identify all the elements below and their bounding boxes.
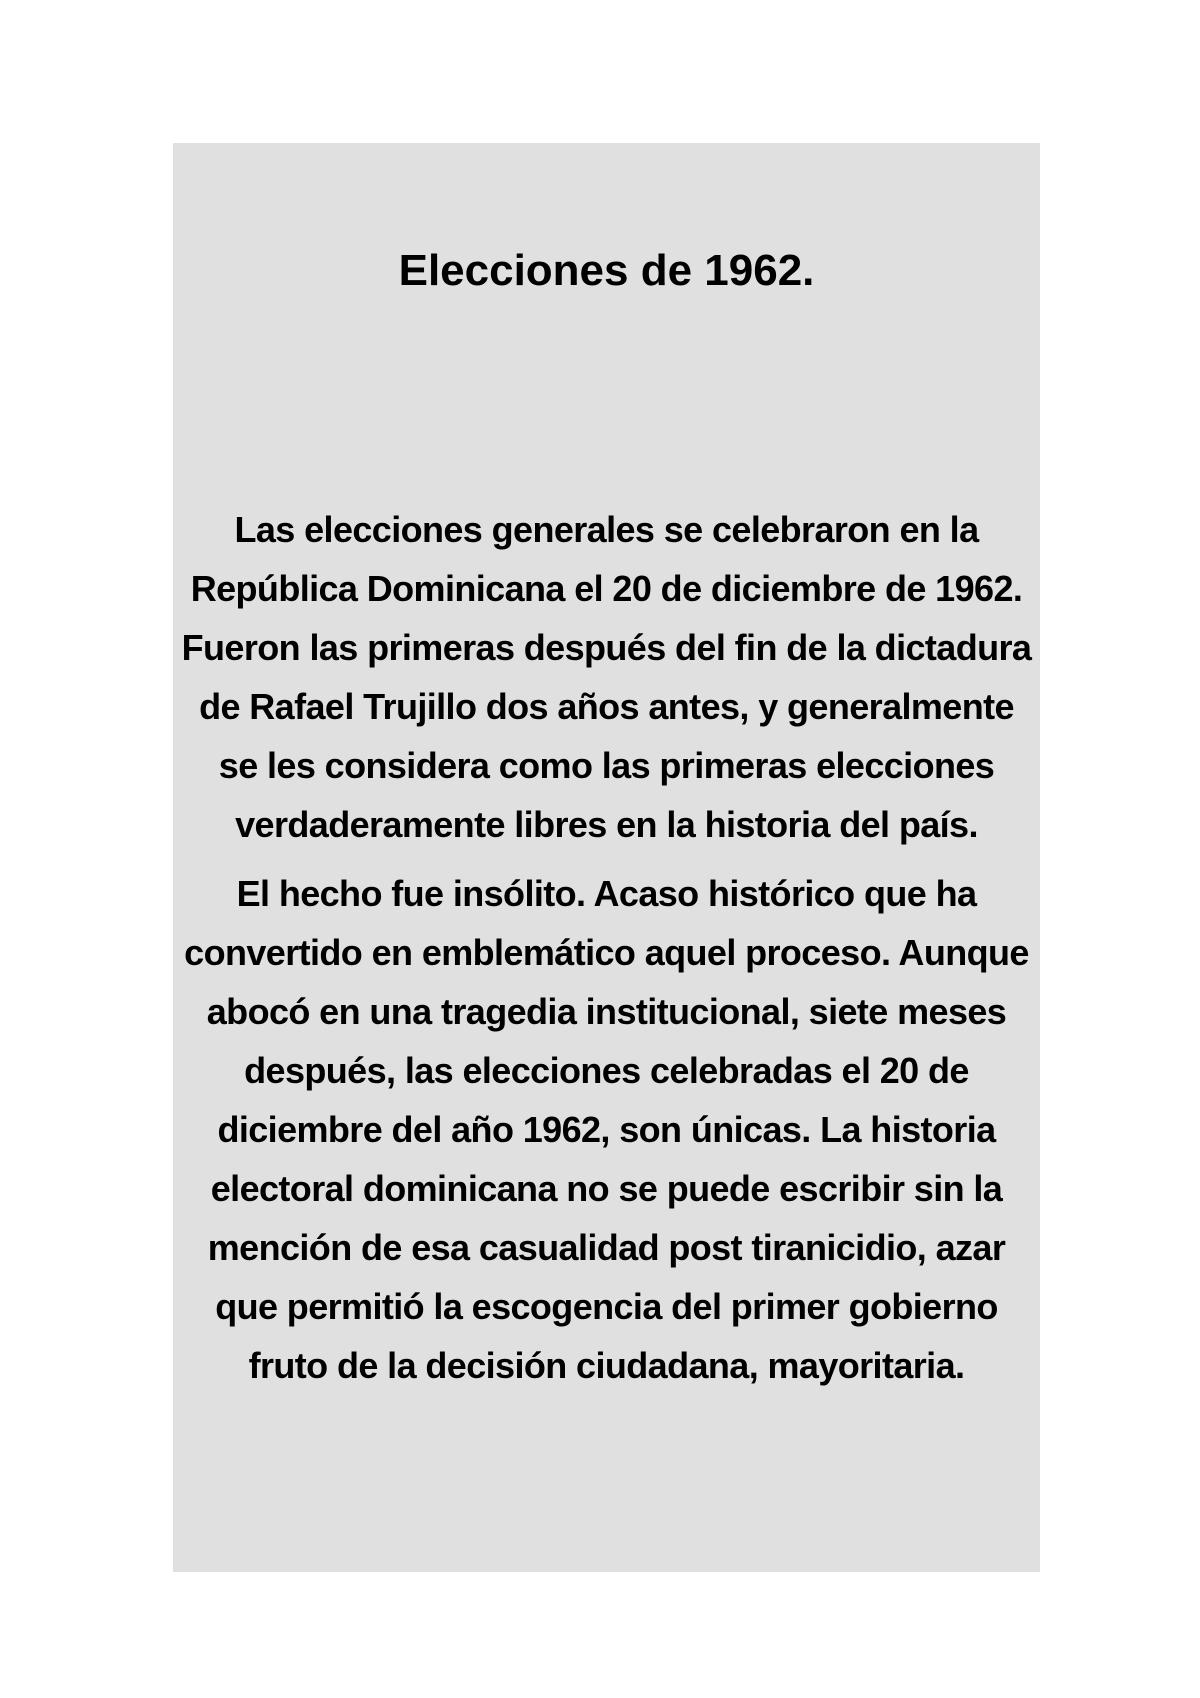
- document-panel: [173, 143, 1040, 1572]
- paragraph-commentary: El hecho fue insólito. Acaso histórico que ha convertido en emblemático aquel proceso. Aunque abocó en una tragedia institucional, siete meses después, las elecciones celebradas el 20 de diciembre del año 1962, son únicas. La historia electoral dominicana no se puede escribir sin la mención de esa casualidad post tiranicidio, azar que permitió la escogencia del primer gobierno fruto de la decisión ciudadana, mayoritaria.: [184, 873, 1029, 1386]
- paragraph-intro: Las elecciones generales se celebraron en la República Dominicana el 20 de diciembre de 1962. Fueron las primeras después del fin de la dictadura de Rafael Trujillo dos años antes, y generalmente se les considera como las primeras elecciones verdaderamente libres en la historia del país.: [181, 509, 1032, 845]
- document-body: [177, 500, 1036, 1405]
- document-title: Elecciones de 1962.: [398, 246, 815, 295]
